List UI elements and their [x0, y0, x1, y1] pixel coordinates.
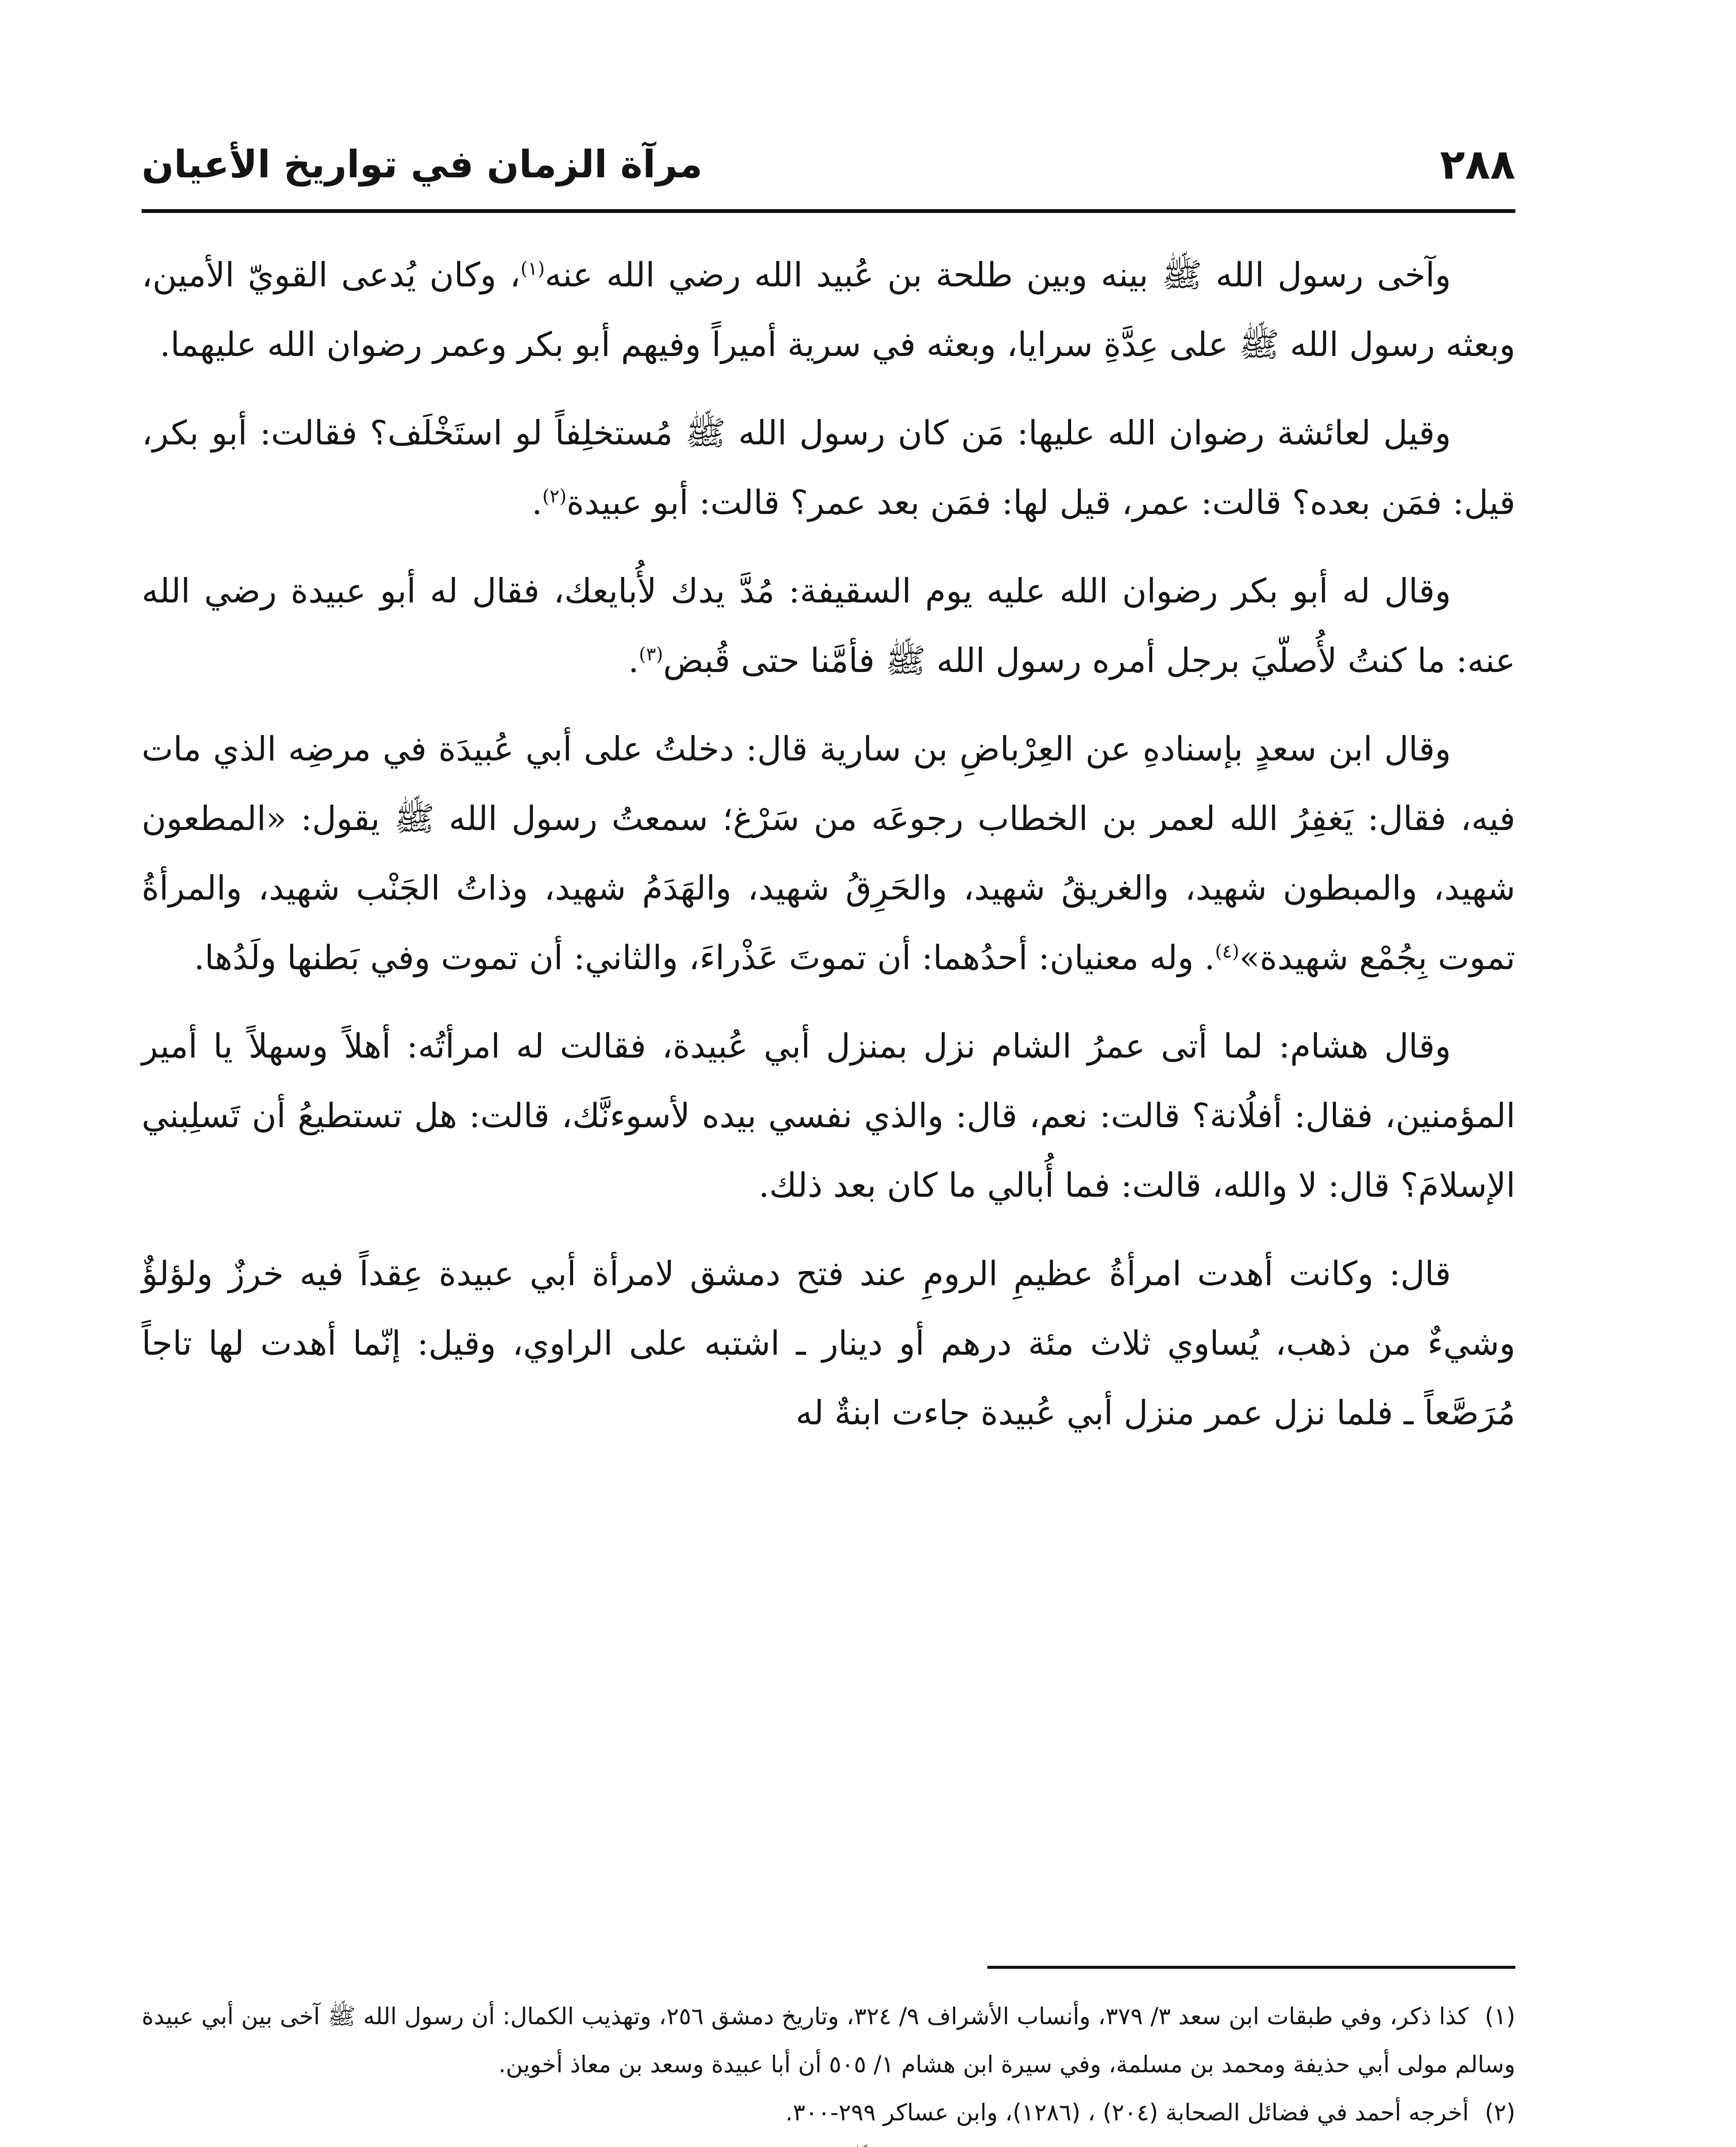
page-number: ٢٨٨ — [1440, 140, 1515, 189]
paragraph-text: وآخى رسول الله ﷺ بينه وبين طلحة بن عُبيد الله رضي الله عنه — [545, 256, 1451, 295]
paragraph-text: وقال ابن سعدٍ بإسنادهِ عن العِرْباضِ بن سارية قال: دخلتُ على أبي عُبيدَة في مرضِه الذي مات فيه، فقال: يَغفِرُ الله لعمر بن الخطاب رجوعَه من سَرْغ؛ سمعتُ رسول الله ﷺ يقول: «المطعون شهيد، والمبطون شهيد، والغريقُ شهيد، والحَرِقُ شهيد، والهَدَمُ شهيد، وذاتُ الجَنْب شهيد، والمرأةُ تموت بِجُمْع شهيدة» — [142, 730, 1516, 977]
footnote-text: أخرجه أحمد في فضائل الصحابة (٢٠٤) ، (١٢٨٦)، وابن عساكر ٢٩٩-٣٠٠. — [785, 2099, 1469, 2126]
footnote-text: كذا ذكر، وفي طبقات ابن سعد ٣/ ٣٧٩، وأنساب الأشراف ٩/ ٣٢٤، وتاريخ دمشق ٢٥٦، وتهذيب الكمال: أن رسول الله ﷺ آخى بين أبي عبيدة وسالم مولى أبي حذيفة ومحمد بن مسلمة، وفي سيرة ابن هشام ١/ ٥٠٥ أن أبا عبيدة وسعد بن معاذ أخوين. — [142, 2003, 1515, 2078]
footnote-marker: (١) — [1484, 2003, 1515, 2030]
paragraph — [142, 398, 1515, 538]
footnote-ref: (٢) — [542, 486, 567, 507]
footnote — [142, 2089, 1515, 2137]
footnote-marker: (٢) — [1484, 2099, 1515, 2126]
footnote-ref: (٣) — [639, 644, 663, 665]
paragraph-text: ، وكان يُدعى القويّ الأمين، وبعثه رسول الله ﷺ على عِدَّةِ سرايا، وبعثه في سرية أميراً وفيهم أبو بكر وعمر رضوان الله عليهما. — [142, 256, 1515, 364]
paragraph-text: وقيل لعائشة رضوان الله عليها: مَن كان رسول الله ﷺ مُستخلِفاً لو استَخْلَف؟ فقالت: أبو بكر، قيل: فمَن بعده؟ قالت: عمر، قيل لها: فمَن بعد عمر؟ قالت: أبو عبيدة — [142, 414, 1515, 522]
footnote — [142, 2137, 1515, 2147]
paragraph-text: . وله معنيان: أحدُهما: أن تموتَ عَذْراءَ، والثاني: أن تموت وفي بَطنها ولَدُها. — [194, 939, 1215, 977]
footnote — [142, 1992, 1515, 2089]
footnote-separator — [987, 1966, 1515, 1969]
paragraph — [142, 1012, 1515, 1220]
header-rule — [142, 209, 1515, 213]
page-header — [142, 137, 1515, 201]
paragraph-text: وقال له أبو بكر رضوان الله عليه يوم السقيفة: مُدَّ يدك لأُبايعك، فقال له أبو عبيدة رضي الله عنه: ما كنتُ لأُصلّيَ برجل أمره رسول الله ﷺ فأمَّنا حتى قُبض — [142, 572, 1515, 680]
paragraph — [142, 715, 1515, 993]
paragraph-text: قال: وكانت أهدت امرأةُ عظيمِ الرومِ عند فتح دمشق لامرأة أبي عبيدة عِقداً فيه خرزٌ ولؤلؤٌ وشيءٌ من ذهب، يُساوي ثلاث مئة درهم أو دينار ـ اشتبه على الراوي، وقيل: إنّما أهدت لها تاجاً مُرَصَّعاً ـ فلما نزل عمر منزل أبي عُبيدة جاءت ابنةٌ له — [142, 1255, 1515, 1432]
paragraph-text: وقال هشام: لما أتى عمرُ الشام نزل بمنزل أبي عُبيدة، فقالت له امرأتُه: أهلاً وسهلاً يا أمير المؤمنين، فقال: أفلُانة؟ قالت: نعم، قال: والذي نفسي بيده لأسوءنَّك، قالت: هل تستطيعُ أن تَسلِبني الإسلامَ؟ قال: لا والله، قالت: فما أُبالي ما كان بعد ذلك. — [142, 1027, 1515, 1205]
paragraph — [142, 557, 1515, 696]
paragraph-text: . — [628, 642, 639, 680]
footnote-ref: (١) — [520, 258, 545, 280]
main-text — [142, 240, 1515, 1467]
footnotes — [142, 1992, 1515, 2147]
running-title: مرآة الزمان في تواريخ الأعيان — [142, 142, 703, 186]
paragraph — [142, 1239, 1515, 1448]
paragraph — [142, 240, 1515, 380]
footnote-ref: (٤) — [1215, 941, 1239, 962]
paragraph-text: . — [531, 484, 543, 522]
